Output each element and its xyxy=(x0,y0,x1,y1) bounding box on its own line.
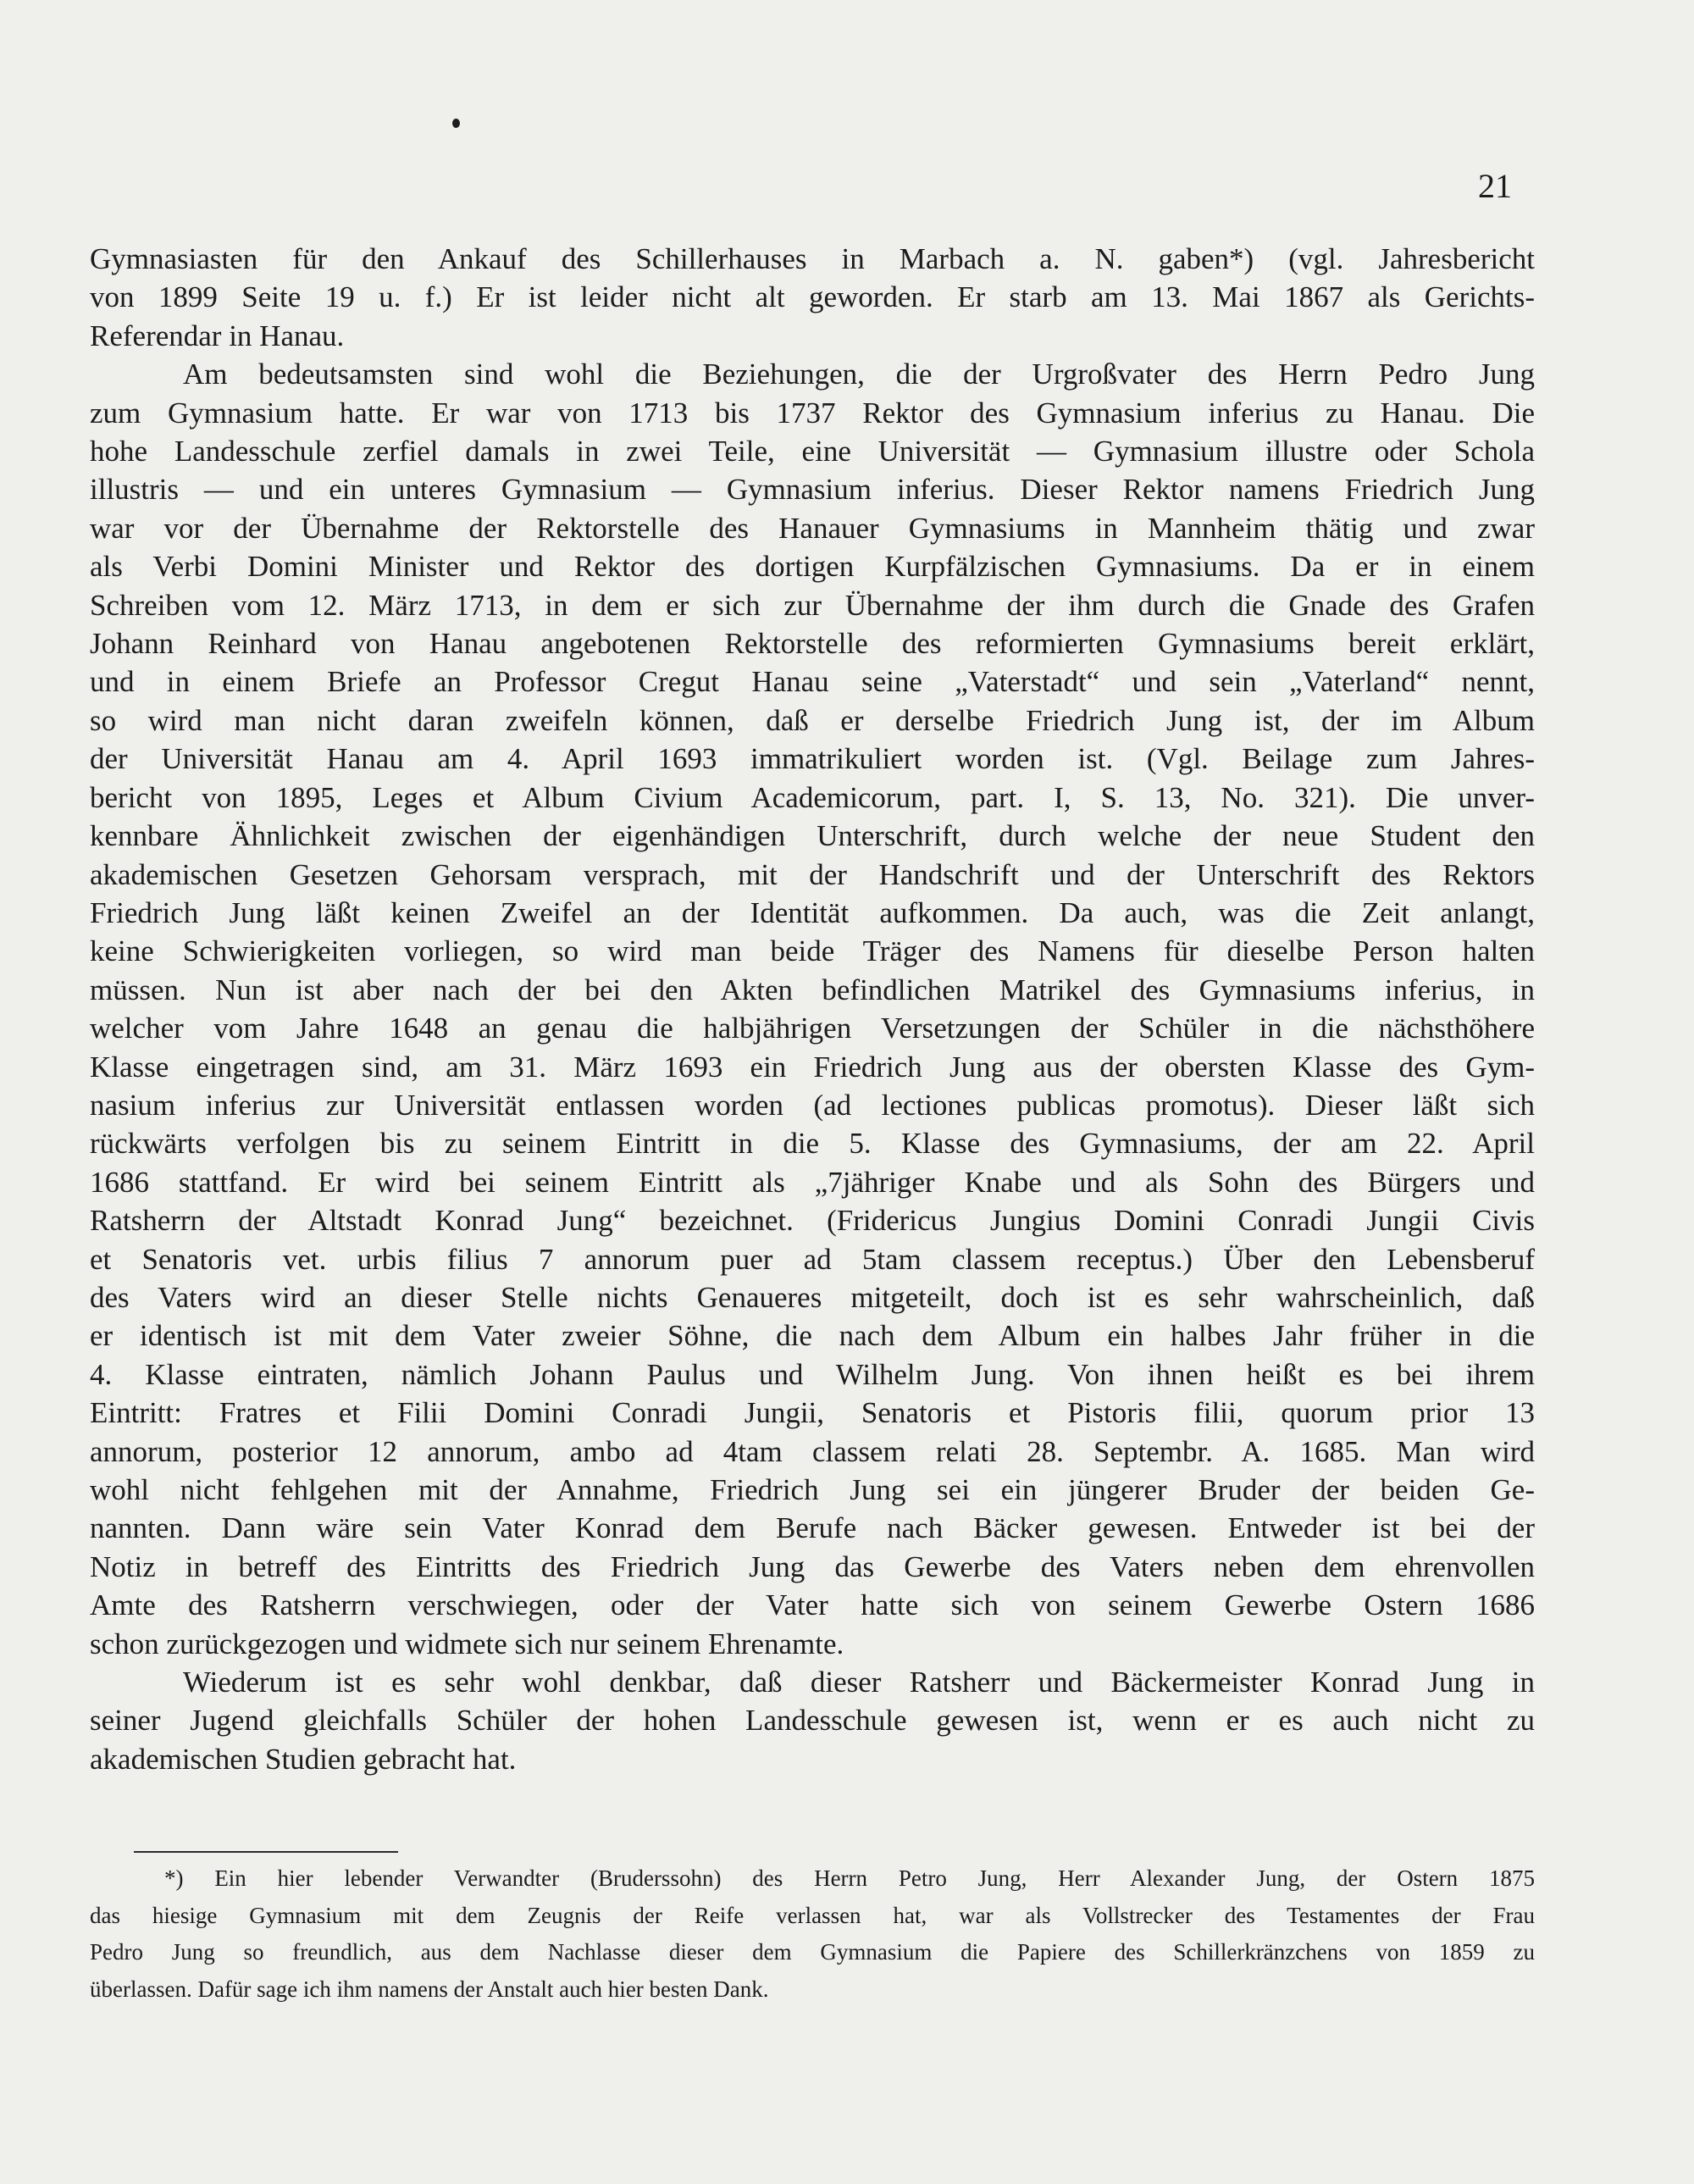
text-line: hohe Landesschule zerfiel damals in zwei Teile, eine Universität — Gymnasium illustre oder Schola xyxy=(90,435,1535,468)
text-line: so wird man nicht daran zweifeln können, daß er derselbe Friedrich Jung ist, der im Album xyxy=(90,703,1535,737)
text-line: er identisch ist mit dem Vater zweier Söhne, die nach dem Album ein halbes Jahr früher in die xyxy=(90,1319,1535,1353)
paragraph-start-line: Am bedeutsamsten sind wohl die Beziehungen, die der Urgroßvater des Herrn Pedro Jung xyxy=(183,358,1535,391)
text-line: Gymnasiasten für den Ankauf des Schillerhauses in Marbach a. N. gaben*) (vgl. Jahresbericht xyxy=(90,242,1535,275)
text-line: schon zurückgezogen und widmete sich nur seinem Ehrenamte. xyxy=(90,1627,844,1660)
text-line: welcher vom Jahre 1648 an genau die halbjährigen Versetzungen der Schüler in die nächsthöhere xyxy=(90,1012,1535,1045)
footnote-line: Pedro Jung so freundlich, aus dem Nachlasse dieser dem Gymnasium die Papiere des Schillerkränzchens von 1859 zu xyxy=(90,1939,1535,1965)
text-line: Klasse eingetragen sind, am 31. März 1693 ein Friedrich Jung aus der obersten Klasse des Gym- xyxy=(90,1050,1535,1084)
footnote xyxy=(90,1860,1535,2008)
footnote-line: *) Ein hier lebender Verwandter (Bruderssohn) des Herrn Petro Jung, Herr Alexander Jung, der Ostern 1875 xyxy=(164,1865,1535,1891)
text-line: Johann Reinhard von Hanau angebotenen Rektorstelle des reformierten Gymnasiums bereit erklärt, xyxy=(90,627,1535,661)
footnote-divider xyxy=(134,1851,398,1853)
text-line: zum Gymnasium hatte. Er war von 1713 bis 1737 Rektor des Gymnasium inferius zu Hanau. Die xyxy=(90,396,1535,430)
text-line: und in einem Briefe an Professor Cregut Hanau seine „Vaterstadt“ und sein „Vaterland“ nennt, xyxy=(90,665,1535,699)
text-line: akademischen Gesetzen Gehorsam versprach, mit der Handschrift und der Unterschrift des Rektors xyxy=(90,857,1535,891)
text-line: Amte des Ratsherrn verschwiegen, oder der Vater hatte sich von seinem Gewerbe Ostern 1686 xyxy=(90,1588,1535,1622)
footnote-line: überlassen. Dafür sage ich ihm namens der Anstalt auch hier besten Dank. xyxy=(90,1976,769,2002)
ink-speck xyxy=(452,119,460,128)
text-line: Schreiben vom 12. März 1713, in dem er sich zur Übernahme der ihm durch die Gnade des Grafen xyxy=(90,588,1535,622)
text-line: müssen. Nun ist aber nach der bei den Akten befindlichen Matrikel des Gymnasiums inferius, in xyxy=(90,973,1535,1006)
text-line: bericht von 1895, Leges et Album Civium Academicorum, part. I, S. 13, No. 321). Die unver- xyxy=(90,780,1535,814)
text-line: annorum, posterior 12 annorum, ambo ad 4tam classem relati 28. Septembr. A. 1685. Man wird xyxy=(90,1434,1535,1468)
text-line: 1686 stattfand. Er wird bei seinem Eintritt als „7jähriger Knabe und als Sohn des Bürgers und xyxy=(90,1165,1535,1199)
text-line: Referendar in Hanau. xyxy=(90,319,345,352)
text-line: des Vaters wird an dieser Stelle nichts Genaueres mitgeteilt, doch ist es sehr wahrscheinlich, daß xyxy=(90,1280,1535,1314)
text-line: seiner Jugend gleichfalls Schüler der hohen Landesschule gewesen ist, wenn er es auch nicht zu xyxy=(90,1704,1535,1738)
text-line: Eintritt: Fratres et Filii Domini Conradi Jungii, Senatoris et Pistoris filii, quorum prior 13 xyxy=(90,1396,1535,1430)
text-line: war vor der Übernahme der Rektorstelle des Hanauer Gymnasiums in Mannheim thätig und zwar xyxy=(90,511,1535,545)
text-line: keine Schwierigkeiten vorliegen, so wird man beide Träger des Namens für dieselbe Person halten xyxy=(90,934,1535,968)
text-line: Ratsherrn der Altstadt Konrad Jung“ bezeichnet. (Fridericus Jungius Domini Conradi Jungii Civis xyxy=(90,1204,1535,1238)
text-line: nasium inferius zur Universität entlassen worden (ad lectiones publicas promotus). Dieser läßt sich xyxy=(90,1088,1535,1122)
footnote-line: das hiesige Gymnasium mit dem Zeugnis der Reife verlassen hat, war als Vollstrecker des Testamentes der Frau xyxy=(90,1902,1535,1928)
paragraph-start-line: Wiederum ist es sehr wohl denkbar, daß dieser Ratsherr und Bäckermeister Konrad Jung in xyxy=(183,1666,1535,1699)
text-line: von 1899 Seite 19 u. f.) Er ist leider nicht alt geworden. Er starb am 13. Mai 1867 als Gerichts- xyxy=(90,280,1535,314)
text-line: et Senatoris vet. urbis filius 7 annorum puer ad 5tam classem receptus.) Über den Lebensberuf xyxy=(90,1242,1535,1276)
text-line: Notiz in betreff des Eintritts des Friedrich Jung das Gewerbe des Vaters neben dem ehrenvollen xyxy=(90,1549,1535,1583)
text-line: wohl nicht fehlgehen mit der Annahme, Friedrich Jung sei ein jüngerer Bruder der beiden Ge- xyxy=(90,1473,1535,1506)
text-line: der Universität Hanau am 4. April 1693 immatrikuliert worden ist. (Vgl. Beilage zum Jahres- xyxy=(90,742,1535,776)
text-line: akademischen Studien gebracht hat. xyxy=(90,1742,517,1776)
text-line: kennbare Ähnlichkeit zwischen der eigenhändigen Unterschrift, durch welche der neue Student den xyxy=(90,819,1535,853)
page-number: 21 xyxy=(1478,167,1512,205)
text-line: 4. Klasse eintraten, nämlich Johann Paulus und Wilhelm Jung. Von ihnen heißt es bei ihrem xyxy=(90,1357,1535,1391)
text-line: rückwärts verfolgen bis zu seinem Eintritt in die 5. Klasse des Gymnasiums, der am 22. April xyxy=(90,1127,1535,1161)
main-text xyxy=(90,240,1535,1778)
text-line: als Verbi Domini Minister und Rektor des dortigen Kurpfälzischen Gymnasiums. Da er in einem xyxy=(90,550,1535,584)
text-line: illustris — und ein unteres Gymnasium — Gymnasium inferius. Dieser Rektor namens Friedrich Jung xyxy=(90,473,1535,507)
text-line: nannten. Dann wäre sein Vater Konrad dem Berufe nach Bäcker gewesen. Entweder ist bei der xyxy=(90,1511,1535,1545)
text-line: Friedrich Jung läßt keinen Zweifel an der Identität aufkommen. Da auch, was die Zeit anlangt, xyxy=(90,895,1535,929)
